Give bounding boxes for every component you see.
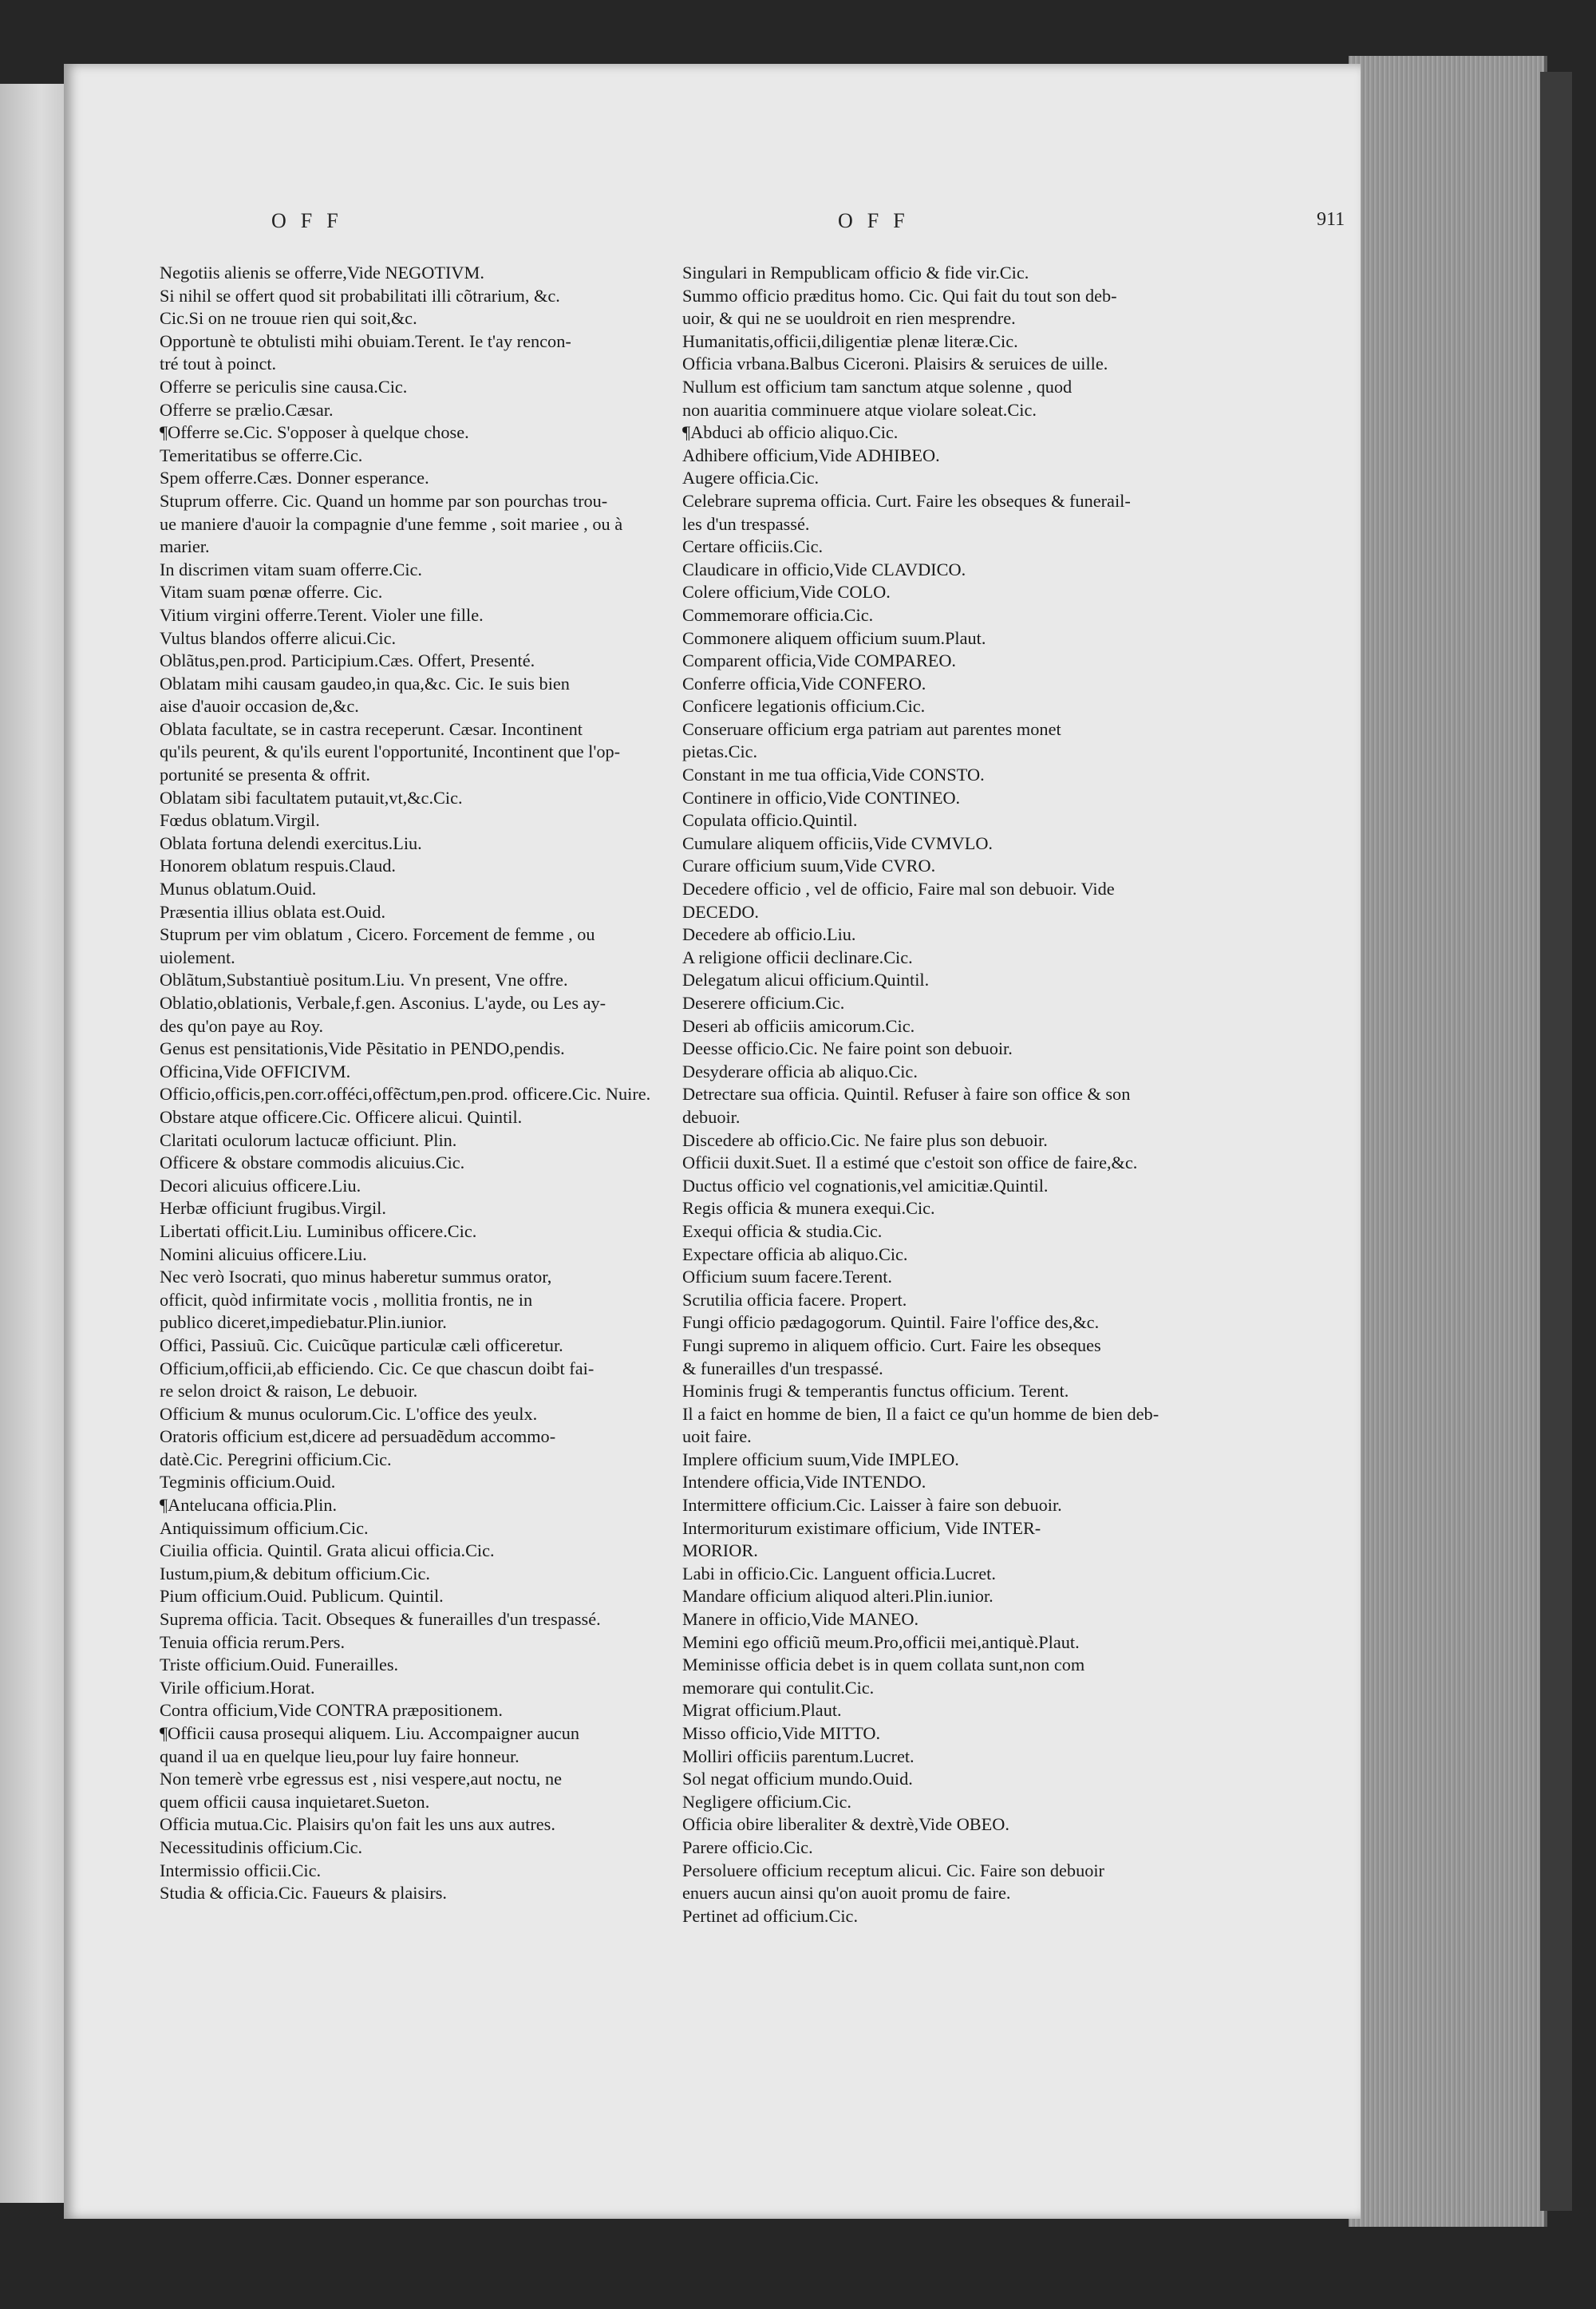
dictionary-entry-line: les d'un trespassé.	[682, 513, 810, 534]
left-column	[160, 262, 651, 1905]
dictionary-entry-line: Spem offerre.Cæs. Donner esperance.	[160, 468, 429, 488]
dictionary-entry-line: Oblata facultate, se in castra receperunt. Cæsar. Incontinent	[160, 718, 583, 739]
dictionary-entry-line: Comparent officia,Vide COMPAREO.	[682, 650, 956, 671]
dictionary-entry-line: ¶Officii causa prosequi aliquem. Liu. Accompaigner aucun	[160, 1723, 580, 1743]
dictionary-entry-line: Officia vrbana.Balbus Ciceroni. Plaisirs & seruices de uille.	[682, 354, 1108, 374]
dictionary-entry-line: Copulata officio.Quintil.	[682, 810, 858, 831]
page-fore-edge	[1349, 56, 1547, 2227]
dictionary-entry-line: Negligere officium.Cic.	[682, 1791, 851, 1812]
dictionary-entry-line: Obstare atque officere.Cic. Officere alicui. Quintil.	[160, 1106, 523, 1127]
dictionary-entry-line: Ciuilia officia. Quintil. Grata alicui officia.Cic.	[160, 1540, 495, 1561]
dictionary-entry-line: Discedere ab officio.Cic. Ne faire plus son debuoir.	[682, 1129, 1048, 1150]
dictionary-entry-line: Studia & officia.Cic. Faueurs & plaisirs.	[160, 1883, 448, 1904]
dictionary-entry-line: Expectare officia ab aliquo.Cic.	[682, 1243, 908, 1264]
dictionary-entry-line: Commemorare officia.Cic.	[682, 604, 874, 625]
dictionary-entry-line: Fœdus oblatum.Virgil.	[160, 810, 320, 831]
dictionary-entry-line: Certare officiis.Cic.	[682, 536, 824, 557]
dictionary-entry-line: quem officii causa inquietaret.Sueton.	[160, 1791, 430, 1812]
dictionary-entry-line: Conficere legationis officium.Cic.	[682, 696, 926, 717]
dictionary-entry-line: non auaritia comminuere atque violare soleat.Cic.	[682, 399, 1037, 420]
right-column	[682, 262, 1169, 1927]
dictionary-entry-line: officit, quòd infirmitate vocis , mollitia frontis, ne in	[160, 1289, 533, 1310]
dictionary-entry-line: Augere officia.Cic.	[682, 468, 820, 488]
dictionary-entry-line: Intermittere officium.Cic. Laisser à faire son debuoir.	[682, 1495, 1062, 1516]
dictionary-entry-line: Parere officio.Cic.	[682, 1837, 813, 1857]
dictionary-entry-line: & funerailles d'un trespassé.	[682, 1358, 883, 1378]
dictionary-entry-line: Triste officium.Ouid. Funerailles.	[160, 1655, 399, 1675]
dictionary-entry-line: ¶Abduci ab officio aliquo.Cic.	[682, 422, 899, 443]
dictionary-entry-line: Celebrare suprema officia. Curt. Faire les obseques & funerail-	[682, 490, 1131, 511]
dictionary-entry-line: aise d'auoir occasion de,&c.	[160, 696, 359, 717]
dictionary-entry-line: Commonere aliquem officium suum.Plaut.	[682, 627, 986, 648]
dictionary-entry-line: Officina,Vide OFFICIVM.	[160, 1061, 351, 1081]
dictionary-entry-line: Nomini alicuius officere.Liu.	[160, 1243, 367, 1264]
dictionary-entry-line: Decedere officio , vel de officio, Faire mal son debuoir. Vide	[682, 879, 1115, 899]
dictionary-entry-line: Libertati officit.Liu. Luminibus officere.Cic.	[160, 1220, 477, 1241]
dictionary-entry-line: Colere officium,Vide COLO.	[682, 582, 891, 603]
dictionary-entry-line: Si nihil se offert quod sit probabilitati illi cõtrarium, &c.	[160, 285, 560, 306]
dictionary-entry-line: Deseri ab officiis amicorum.Cic.	[682, 1015, 915, 1036]
dictionary-entry-line: Constant in me tua officia,Vide CONSTO.	[682, 765, 985, 785]
dictionary-entry-line: Necessitudinis officium.Cic.	[160, 1837, 363, 1857]
dictionary-entry-line: Deesse officio.Cic. Ne faire point son debuoir.	[682, 1038, 1013, 1059]
dictionary-entry-line: Opportunè te obtulisti mihi obuiam.Terent. Ie t'ay rencon-	[160, 330, 571, 351]
dictionary-entry-line: Mandare officium aliquod alteri.Plin.iunior.	[682, 1586, 994, 1607]
dictionary-entry-line: Nec verò Isocrati, quo minus haberetur summus orator,	[160, 1267, 552, 1287]
dictionary-entry-line: Stuprum offerre. Cic. Quand un homme par son pourchas trou-	[160, 490, 608, 511]
dictionary-entry-line: Cic.Si on ne trouue rien qui soit,&c.	[160, 308, 417, 329]
dictionary-entry-line: Decedere ab officio.Liu.	[682, 924, 856, 945]
dictionary-entry-line: memorare qui contulit.Cic.	[682, 1677, 875, 1698]
dictionary-entry-line: Iustum,pium,& debitum officium.Cic.	[160, 1563, 430, 1583]
dictionary-entry-line: Præsentia illius oblata est.Ouid.	[160, 901, 386, 922]
dictionary-entry-line: Cumulare aliquem officiis,Vide CVMVLO.	[682, 832, 993, 853]
dictionary-entry-line: Molliri officiis parentum.Lucret.	[682, 1746, 915, 1766]
dictionary-entry-line: A religione officii declinare.Cic.	[682, 947, 913, 967]
running-head-left: OFF	[271, 209, 353, 232]
dictionary-entry-line: Oratoris officium est,dicere ad persuadẽdum accommo-	[160, 1426, 556, 1447]
dictionary-entry-line: ¶Offerre se.Cic. S'opposer à quelque chose.	[160, 422, 469, 443]
dictionary-entry-line: Genus est pensitationis,Vide Pẽsitatio in PENDO,pendis.	[160, 1038, 565, 1059]
dictionary-entry-line: ue maniere d'auoir la compagnie d'une femme , soit mariee , ou à	[160, 513, 623, 534]
dictionary-entry-line: Fungi supremo in aliquem officio. Curt. Faire les obseques	[682, 1334, 1101, 1355]
dictionary-entry-line: Officia mutua.Cic. Plaisirs qu'on fait les uns aux autres.	[160, 1814, 555, 1835]
dictionary-entry-line: Memini ego officiũ meum.Pro,officii mei,antiquè.Plaut.	[682, 1631, 1080, 1652]
dictionary-entry-line: uiolement.	[160, 947, 235, 967]
dictionary-entry-line: Detrectare sua officia. Quintil. Refuser à faire son office & son	[682, 1084, 1131, 1105]
dictionary-entry-line: Claritati oculorum lactucæ officiunt. Plin.	[160, 1129, 457, 1150]
dictionary-entry-line: Temeritatibus se offerre.Cic.	[160, 445, 363, 465]
dictionary-entry-line: Stuprum per vim oblatum , Cicero. Forcement de femme , ou	[160, 924, 595, 945]
dictionary-entry-line: Humanitatis,officii,diligentiæ plenæ literæ.Cic.	[682, 330, 1018, 351]
dictionary-entry-line: Scrutilia officia facere. Propert.	[682, 1289, 907, 1310]
dictionary-entry-line: Oblãtus,pen.prod. Participium.Cæs. Offert, Presenté.	[160, 650, 535, 671]
dictionary-entry-line: uoit faire.	[682, 1426, 752, 1447]
facing-page-edge	[0, 84, 71, 2203]
dictionary-entry-line: Migrat officium.Plaut.	[682, 1700, 842, 1721]
dictionary-entry-line: Oblata fortuna delendi exercitus.Liu.	[160, 832, 422, 853]
dictionary-entry-line: Intermoriturum existimare officium, Vide INTER-	[682, 1517, 1041, 1538]
dictionary-entry-line: Oblatio,oblationis, Verbale,f.gen. Asconius. L'ayde, ou Les ay-	[160, 993, 606, 1013]
dictionary-entry-line: DECEDO.	[682, 901, 759, 922]
dictionary-entry-line: des qu'on paye au Roy.	[160, 1015, 324, 1036]
dictionary-entry-line: Persoluere officium receptum alicui. Cic. Faire son debuoir	[682, 1860, 1104, 1880]
dictionary-entry-line: Virile officium.Horat.	[160, 1677, 315, 1698]
dictionary-entry-line: Nullum est officium tam sanctum atque solenne , quod	[682, 376, 1073, 397]
dictionary-entry-line: quand il ua en quelque lieu,pour luy faire honneur.	[160, 1746, 519, 1766]
dictionary-entry-line: Intermissio officii.Cic.	[160, 1860, 322, 1880]
dictionary-entry-line: Oblãtum,Substantiuè positum.Liu. Vn present, Vne offre.	[160, 970, 568, 990]
dictionary-entry-line: re selon droict & raison, Le debuoir.	[160, 1381, 418, 1402]
dictionary-entry-line: Summo officio præditus homo. Cic. Qui fait du tout son deb-	[682, 285, 1117, 306]
dictionary-entry-line: Negotiis alienis se offerre,Vide NEGOTIVM.	[160, 263, 484, 283]
dictionary-entry-line: Herbæ officiunt frugibus.Virgil.	[160, 1198, 386, 1219]
dictionary-entry-line: publico diceret,impediebatur.Plin.iunior.	[160, 1312, 447, 1333]
dictionary-entry-line: Implere officium suum,Vide IMPLEO.	[682, 1449, 959, 1469]
dictionary-entry-line: Officii duxit.Suet. Il a estimé que c'estoit son office de faire,&c.	[682, 1153, 1138, 1173]
dictionary-entry-line: Regis officia & munera exequi.Cic.	[682, 1198, 935, 1219]
dictionary-entry-line: Officium & munus oculorum.Cic. L'office des yeulx.	[160, 1403, 538, 1424]
dictionary-entry-line: Oblatam sibi facultatem putauit,vt,&c.Cic.	[160, 787, 463, 808]
dictionary-entry-line: Delegatum alicui officium.Quintil.	[682, 970, 930, 990]
dictionary-entry-line: Decori alicuius officere.Liu.	[160, 1175, 361, 1196]
dictionary-entry-line: Deserere officium.Cic.	[682, 993, 845, 1013]
dictionary-entry-line: Ductus officio vel cognationis,vel amicitiæ.Quintil.	[682, 1175, 1049, 1196]
dictionary-entry-line: Conferre officia,Vide CONFERO.	[682, 673, 926, 694]
dictionary-entry-line: Munus oblatum.Ouid.	[160, 879, 317, 899]
dictionary-entry-line: Contra officium,Vide CONTRA præpositionem.	[160, 1700, 503, 1721]
dictionary-entry-line: Vitium virgini offerre.Terent. Violer une fille.	[160, 604, 484, 625]
dictionary-entry-line: MORIOR.	[682, 1540, 758, 1561]
dictionary-entry-line: Vitam suam pœnæ offerre. Cic.	[160, 582, 383, 603]
dictionary-entry-line: ¶Antelucana officia.Plin.	[160, 1495, 338, 1516]
dictionary-entry-line: Misso officio,Vide MITTO.	[682, 1723, 881, 1743]
book-cover	[1540, 72, 1572, 2211]
dictionary-entry-line: Tenuia officia rerum.Pers.	[160, 1631, 346, 1652]
dictionary-entry-line: Vultus blandos offerre alicui.Cic.	[160, 627, 397, 648]
dictionary-entry-line: In discrimen vitam suam offerre.Cic.	[160, 559, 422, 579]
dictionary-entry-line: uoir, & qui ne se uouldroit en rien mesprendre.	[682, 308, 1016, 329]
dictionary-entry-line: enuers aucun ainsi qu'on auoit promu de faire.	[682, 1883, 1011, 1904]
dictionary-entry-line: Officio,officis,pen.corr.offéci,offẽctum,pen.prod. officere.Cic. Nuire.	[160, 1084, 651, 1105]
dictionary-entry-line: Officium,officii,ab efficiendo. Cic. Ce que chascun doibt fai-	[160, 1358, 595, 1378]
dictionary-entry-line: debuoir.	[682, 1106, 741, 1127]
running-head-right: OFF	[838, 209, 919, 232]
dictionary-entry-line: Offerre se prælio.Cæsar.	[160, 399, 334, 420]
page-number: 911	[1317, 209, 1345, 230]
dictionary-entry-line: portunité se presenta & offrit.	[160, 765, 370, 785]
dictionary-entry-line: Tegminis officium.Ouid.	[160, 1472, 336, 1493]
dictionary-entry-line: marier.	[160, 536, 210, 557]
dictionary-entry-line: Oblatam mihi causam gaudeo,in qua,&c. Cic. Ie suis bien	[160, 673, 570, 694]
dictionary-entry-line: Conseruare officium erga patriam aut parentes monet	[682, 718, 1061, 739]
dictionary-entry-line: tré tout à poinct.	[160, 354, 277, 374]
dictionary-entry-line: Fungi officio pædagogorum. Quintil. Faire l'office des,&c.	[682, 1312, 1100, 1333]
dictionary-entry-line: qu'ils peurent, & qu'ils eurent l'opportunité, Incontinent que l'op-	[160, 741, 621, 762]
dictionary-entry-line: Il a faict en homme de bien, Il a faict ce qu'un homme de bien deb-	[682, 1403, 1159, 1424]
dictionary-entry-line: Suprema officia. Tacit. Obseques & funerailles d'un trespassé.	[160, 1609, 601, 1630]
dictionary-entry-line: Sol negat officium mundo.Ouid.	[682, 1769, 913, 1789]
dictionary-entry-line: Continere in officio,Vide CONTINEO.	[682, 787, 961, 808]
dictionary-entry-line: Officere & obstare commodis alicuius.Cic.	[160, 1153, 465, 1173]
dictionary-entry-line: Honorem oblatum respuis.Claud.	[160, 856, 397, 876]
dictionary-entry-line: Adhibere officium,Vide ADHIBEO.	[682, 445, 940, 465]
dictionary-entry-line: Offerre se periculis sine causa.Cic.	[160, 376, 408, 397]
dictionary-entry-line: Curare officium suum,Vide CVRO.	[682, 856, 936, 876]
dictionary-entry-line: Desyderare officia ab aliquo.Cic.	[682, 1061, 918, 1081]
dictionary-entry-line: Officium suum facere.Terent.	[682, 1267, 893, 1287]
dictionary-entry-line: Meminisse officia debet is in quem collata sunt,non com	[682, 1655, 1085, 1675]
dictionary-entry-line: Antiquissimum officium.Cic.	[160, 1517, 369, 1538]
dictionary-entry-line: Pium officium.Ouid. Publicum. Quintil.	[160, 1586, 444, 1607]
dictionary-entry-line: Exequi officia & studia.Cic.	[682, 1220, 883, 1241]
dictionary-entry-line: Officia obire liberaliter & dextrè,Vide OBEO.	[682, 1814, 1009, 1835]
dictionary-entry-line: Singulari in Rempublicam officio & fide vir.Cic.	[682, 263, 1029, 283]
dictionary-entry-line: datè.Cic. Peregrini officium.Cic.	[160, 1449, 392, 1469]
dictionary-entry-line: Labi in officio.Cic. Languent officia.Lucret.	[682, 1563, 996, 1583]
dictionary-entry-line: Pertinet ad officium.Cic.	[682, 1905, 859, 1926]
dictionary-entry-line: Offici, Passiuũ. Cic. Cuicũque particulæ cæli officeretur.	[160, 1334, 563, 1355]
dictionary-entry-line: Hominis frugi & temperantis functus officium. Terent.	[682, 1381, 1069, 1402]
dictionary-entry-line: Claudicare in officio,Vide CLAVDICO.	[682, 559, 966, 579]
dictionary-entry-line: Intendere officia,Vide INTENDO.	[682, 1472, 926, 1493]
dictionary-entry-line: Manere in officio,Vide MANEO.	[682, 1609, 919, 1630]
dictionary-entry-line: Non temerè vrbe egressus est , nisi vespere,aut noctu, ne	[160, 1769, 562, 1789]
dictionary-entry-line: pietas.Cic.	[682, 741, 758, 762]
